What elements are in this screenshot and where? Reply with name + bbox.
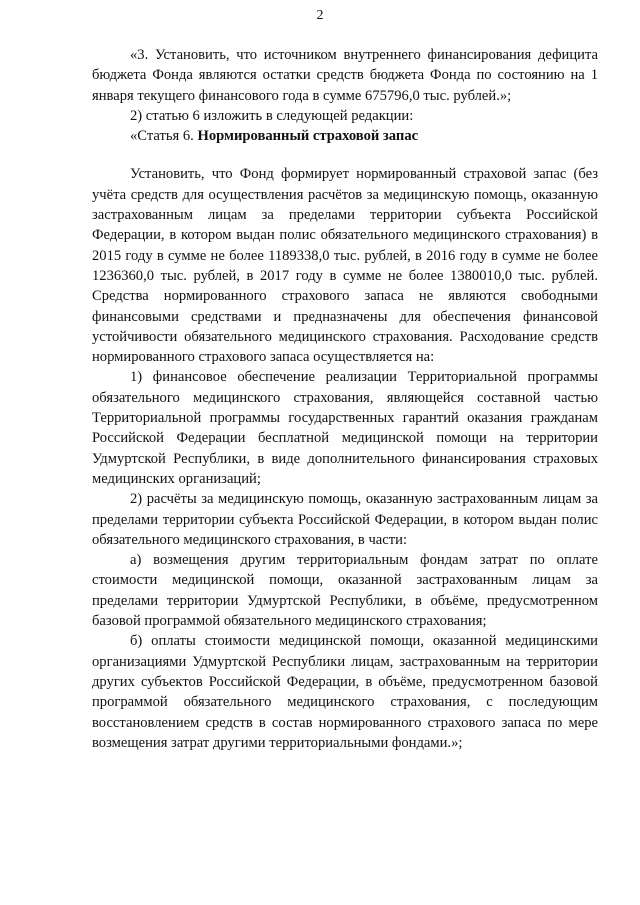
article-title: Нормированный страховой запас <box>197 128 419 145</box>
document-body <box>92 45 598 753</box>
paragraph-clause-3: «3. Установить, что источником внутреннего финансирования дефицита бюджета Фонда являются остатки средств бюджета Фонда по состоянию на 1 января текущего финансового года в сумме 675796,0 тыс. рублей.»; <box>92 47 598 104</box>
page-number: 2 <box>316 8 324 23</box>
paragraph-amendment-intro: 2) статью 6 изложить в следующей редакции: <box>130 107 414 124</box>
paragraph-item-2: 2) расчёты за медицинскую помощь, оказанную застрахованным лицам за пределами территории субъекта Российской Федерации, в котором выдан полис обязательного медицинского страхования, в части: <box>92 491 598 548</box>
paragraph-item-2b: б) оплаты стоимости медицинской помощи, оказанной медицинскими организациями Удмуртской Республики лицам, застрахованным на территории других субъектов Российской Федерации, в объёме, предусмотренном базовой программой обязательного медицинского страхования, с последующим восстановлением средств в состав нормированного страхового запаса по мере возмещения затрат другими территориальными фондами.»; <box>92 633 598 751</box>
paragraph-item-2a: а) возмещения другим территориальным фондам затрат по оплате стоимости медицинской помощи, оказанной застрахованным лицам за пределами территории Удмуртской Республики, в объёме, предусмотренном базовой программой обязательного медицинского страхования; <box>92 552 598 630</box>
article-number: «Статья 6. <box>130 128 194 145</box>
paragraph-reserve-amounts: Установить, что Фонд формирует нормированный страховой запас (без учёта средств для осуществления расчётов за медицинскую помощь, оказанную застрахованным лицам за пределами территории субъекта Российской Федерации, в котором выдан полис обязательного медицинского страхования) в 2015 году в сумме не более 1189338,0 тыс. рублей, в 2016 году в сумме не более 1236360,0 тыс. рублей, в 2017 году в сумме не более 1380010,0 тыс. рублей. Средства нормированного страхового запаса не являются свободными финансовыми средствами и предназначены для обеспечения финансовой устойчивости обязательного медицинского страхования. Расходование средств нормированного страхового запаса осуществляется на: <box>92 166 598 366</box>
article-heading <box>92 126 598 146</box>
paragraph-item-1: 1) финансовое обеспечение реализации Территориальной программы обязательного медицинского страхования, являющейся составной частью Территориальной программы государственных гарантий оказания гражданам Российской Федерации бесплатной медицинской помощи на территории Удмуртской Республики, в виде дополнительного финансирования страховых медицинских организаций; <box>92 369 598 487</box>
